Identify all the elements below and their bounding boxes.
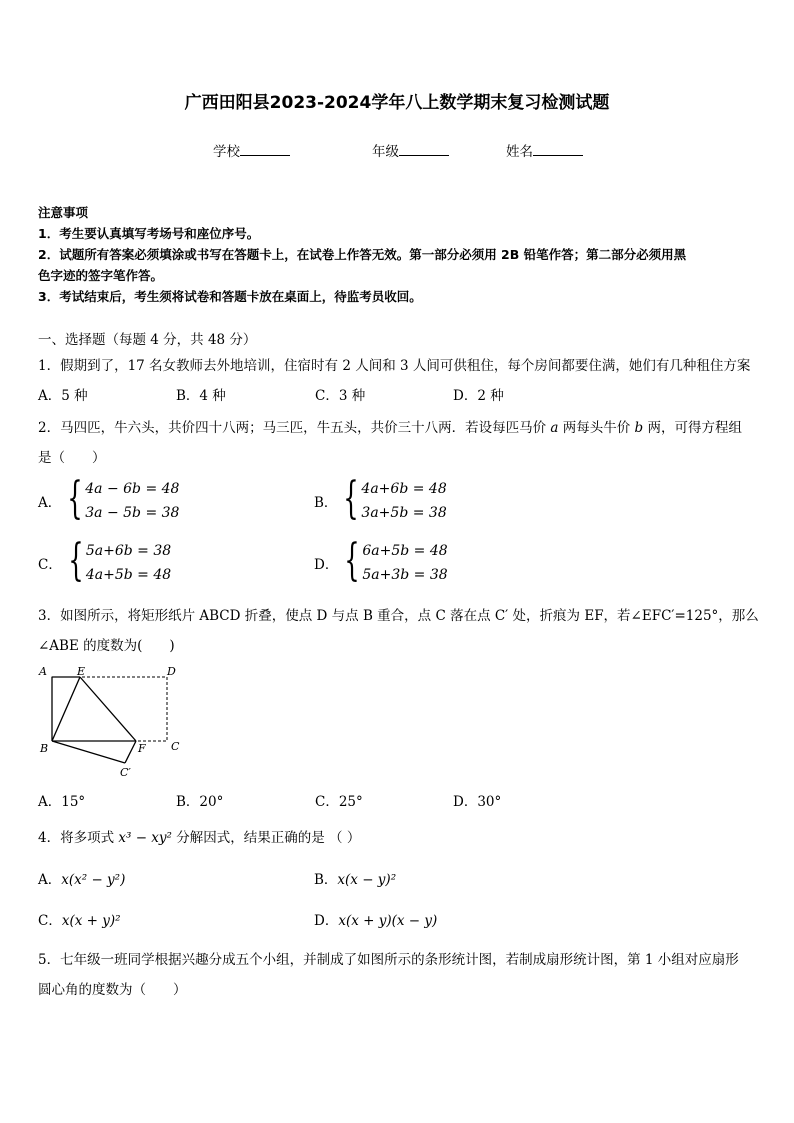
equation: 3a − 5b = 38: [85, 505, 180, 521]
name-field: [506, 140, 583, 160]
q2-option-d[interactable]: [314, 535, 448, 587]
q1-stem: 1．假期到了，17 名女教师去外地培训，住宿时有 2 人间和 3 人间可供租住，每个房间都要住满，她们有几种租住方案: [38, 358, 751, 374]
label-f: F: [138, 742, 146, 755]
label-d: D: [167, 665, 176, 678]
crease-ef: [80, 677, 136, 741]
q4-option-a[interactable]: [38, 868, 125, 888]
option-label: C．: [38, 913, 62, 929]
q4-stem: [38, 826, 360, 846]
q1-option-a[interactable]: A．5 种: [38, 388, 88, 404]
q1-option-b[interactable]: B．4 种: [176, 388, 226, 404]
q3-stem-line2: ∠ABE 的度数为( ): [38, 638, 175, 654]
q2-stem-text: 两，可得方程组: [643, 420, 742, 436]
grade-label: 年级: [372, 144, 399, 160]
equation: 3a+5b = 38: [361, 505, 447, 521]
equation: 6a+5b = 48: [362, 543, 448, 559]
label-c-prime: C′: [120, 766, 131, 779]
name-blank[interactable]: [533, 142, 583, 156]
option-label: A．: [38, 872, 62, 888]
equation: 4a+5b = 48: [85, 567, 172, 583]
option-label: D．: [314, 913, 339, 929]
equation: 5a+3b = 38: [362, 567, 448, 583]
edge-fc1: [125, 741, 136, 763]
edge-bc1: [52, 741, 125, 763]
q1-option-c[interactable]: C．3 种: [315, 388, 366, 404]
q4-option-c[interactable]: [38, 909, 121, 929]
grade-blank[interactable]: [399, 142, 449, 156]
q3-figure: [36, 660, 196, 782]
name-label: 姓名: [506, 144, 533, 160]
q3-option-a[interactable]: A．15°: [38, 794, 86, 810]
notice-item: 色字迹的签字笔作答。: [38, 268, 164, 283]
q5-stem-line2: 圆心角的度数为（ ）: [38, 982, 187, 998]
label-a: A: [39, 665, 47, 678]
option-label: B．: [314, 872, 338, 888]
q4-option-b[interactable]: [314, 868, 396, 888]
q2-option-a[interactable]: [38, 473, 180, 525]
edge-eb: [52, 677, 80, 741]
page-title: 广西田阳县2023-2024学年八上数学期末复习检测试题: [184, 93, 610, 113]
label-b: B: [40, 742, 49, 755]
notice-heading: 注意事项: [38, 205, 89, 220]
option-label: D．: [314, 557, 339, 573]
q2-option-c[interactable]: [38, 535, 172, 587]
q3-option-c[interactable]: C．25°: [315, 794, 363, 810]
label-c: C: [171, 740, 180, 753]
q1-option-d[interactable]: D．2 种: [453, 388, 504, 404]
q4-stem-text: 4．将多项式: [38, 830, 119, 846]
school-blank[interactable]: [240, 142, 290, 156]
label-e: E: [77, 665, 86, 678]
school-field: [213, 140, 290, 160]
option-expression: x(x² − y²): [61, 872, 126, 888]
equation: 4a − 6b = 48: [85, 481, 180, 497]
notice-item: 1．考生要认真填写考场号和座位序号。: [38, 226, 260, 241]
q3-option-d[interactable]: D．30°: [453, 794, 502, 810]
q4-stem-text: 分解因式，结果正确的是 （ ）: [171, 830, 361, 846]
q2-stem-text: 2．马四匹，牛六头，共价四十八两；马三匹，牛五头，共价三十八两．若设每匹马价: [38, 420, 551, 436]
q4-option-d[interactable]: [314, 909, 437, 929]
q2-stem-text: 两每头牛价: [558, 420, 635, 436]
q3-stem: 3．如图所示，将矩形纸片 ABCD 折叠，使点 D 与点 B 重合，点 C 落在点 C′ 处，折痕为 EF，若∠EFC′=125°，那么: [38, 608, 759, 624]
school-label: 学校: [213, 144, 240, 160]
option-expression: x(x + y)²: [61, 913, 121, 929]
brace-icon: {: [67, 473, 83, 524]
section-heading: 一、选择题（每题 4 分，共 48 分）: [38, 332, 257, 348]
option-expression: x(x + y)(x − y): [338, 913, 438, 929]
option-expression: x(x − y)²: [337, 872, 397, 888]
brace-icon: {: [68, 535, 84, 586]
q2-option-b[interactable]: [314, 473, 447, 525]
option-label: A．: [38, 495, 62, 511]
brace-icon: {: [344, 535, 361, 586]
q2-var-a: a: [550, 420, 559, 436]
rectangle-outline: [52, 677, 167, 741]
notice-item: 3．考试结束后，考生须将试卷和答题卡放在桌面上，待监考员收回。: [38, 289, 422, 304]
q4-expression: x³ − xy²: [118, 830, 172, 846]
q3-option-b[interactable]: B．20°: [176, 794, 224, 810]
option-label: C．: [38, 557, 62, 573]
notice-item: 2．试题所有答案必须填涂或书写在答题卡上，在试卷上作答无效。第一部分必须用 2B 铅笔作答；第二部分必须用黑: [38, 247, 687, 262]
grade-field: [372, 140, 449, 160]
q2-stem-line2: 是（ ）: [38, 450, 106, 466]
equation: 4a+6b = 48: [361, 481, 447, 497]
brace-icon: {: [343, 473, 360, 524]
q5-stem: 5．七年级一班同学根据兴趣分成五个小组，并制成了如图所示的条形统计图，若制成扇形统计图，第 1 小组对应扇形: [38, 952, 739, 968]
q2-stem: [38, 416, 742, 436]
q2-var-b: b: [634, 420, 644, 436]
equation: 5a+6b = 38: [85, 543, 172, 559]
option-label: B．: [314, 495, 338, 511]
